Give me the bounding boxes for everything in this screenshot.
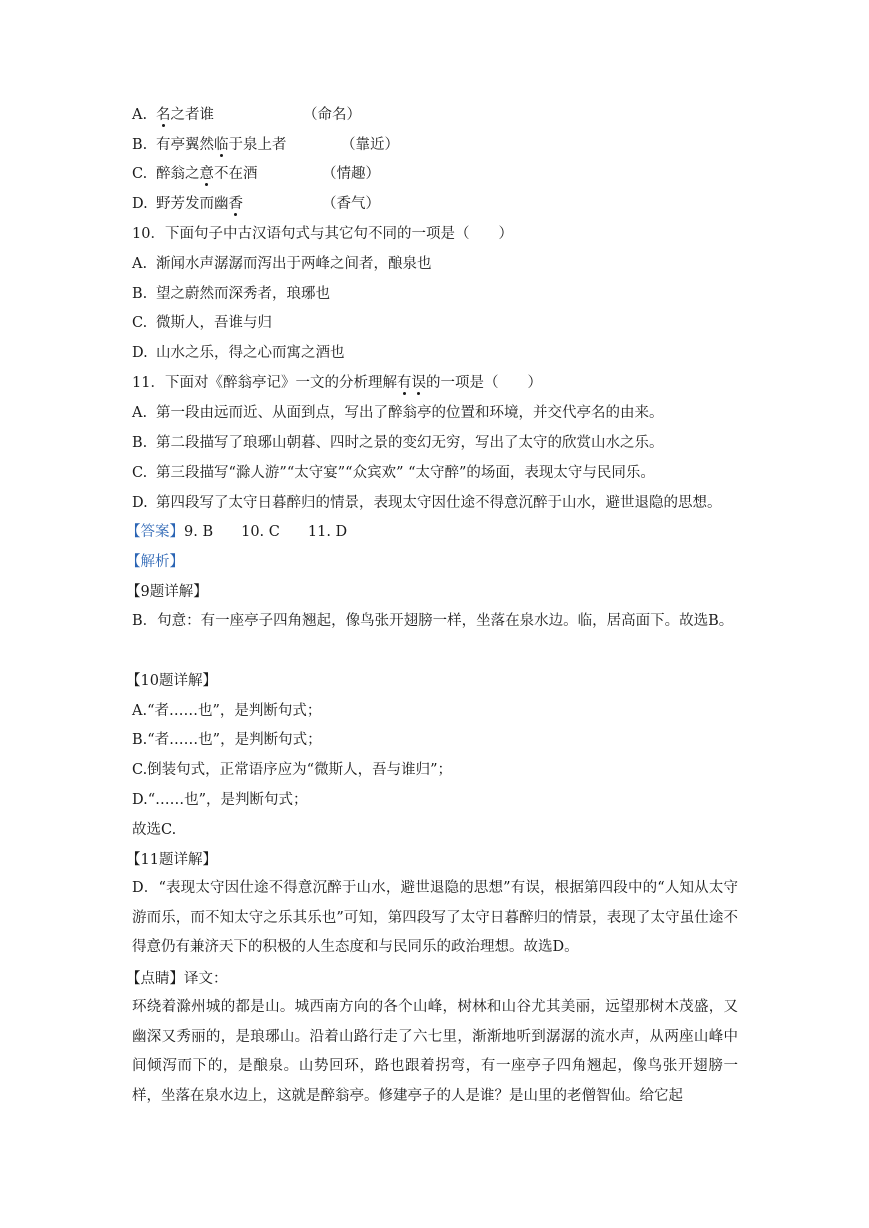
- q10-option-c: C. 微斯人，吾谁与归: [132, 315, 272, 331]
- emphasis-char: 意: [199, 166, 214, 182]
- q9-gloss-a: （命名）: [303, 107, 361, 123]
- q9-option-c: C. 醉翁之意不在酒: [132, 166, 258, 182]
- q9-gloss-c: （情趣）: [322, 166, 380, 182]
- q9-gloss-d: （香气）: [322, 196, 380, 212]
- emphasis-char: 名: [156, 107, 171, 123]
- emphasis-char: 香: [228, 196, 243, 212]
- emphasis-char: 临: [214, 137, 229, 153]
- q10-option-b: B. 望之蔚然而深秀者，琅琊也: [132, 286, 330, 302]
- detail-10-heading: 【10题详解】: [126, 673, 217, 689]
- detail-10-line: A.“者……也”，是判断句式；: [132, 703, 322, 719]
- dianjing-heading: 【点睛】译文：: [126, 971, 228, 987]
- analysis-tag: 【解析】: [126, 554, 184, 570]
- answer-item: 10. C: [241, 524, 280, 540]
- q9-option-a: A. 名之者谁: [132, 107, 214, 123]
- detail-11-heading: 【11题详解】: [126, 852, 217, 868]
- q9-option-d: D. 野芳发而幽香: [132, 196, 243, 212]
- answer-line: [126, 522, 347, 542]
- q9-option-b: B. 有亭翼然临于泉上者: [132, 137, 287, 153]
- answer-item: 11. D: [307, 524, 348, 540]
- answer-item: 9. B: [184, 524, 214, 540]
- emphasis-char: 误: [411, 375, 426, 391]
- q10-option-d: D. 山水之乐，得之心而寓之酒也: [132, 345, 345, 361]
- detail-9-text: B．句意：有一座亭子四角翘起，像鸟张开翅膀一样，坐落在泉水边。临，居高面下。故选B。: [132, 613, 734, 629]
- q11-stem: 11．下面对《醉翁亭记》一文的分析理解有误的一项是（ ）: [132, 375, 542, 391]
- option-label: D.: [132, 196, 148, 212]
- q10-stem: 10．下面句子中古汉语句式与其它句不同的一项是（ ）: [132, 226, 513, 242]
- q11-option-a: A. 第一段由远而近、从面到点，写出了醉翁亭的位置和环境，并交代亭名的由来。: [132, 405, 664, 421]
- detail-10-line: B.“者……也”，是判断句式；: [132, 732, 322, 748]
- detail-11-text: D．“表现太守因仕途不得意沉醉于山水，避世退隐的思想”有误，根据第四段中的“人知从太守游而乐，而不知太守之乐其乐也”可知，第四段写了太守日暮醉归的情景，表现了太守虽仕途不得意仍有兼济天下的积极的人生态度和与民同乐的政治理想。故选D。: [132, 880, 738, 956]
- option-label: B.: [132, 137, 148, 153]
- emphasis-char: 有: [396, 375, 412, 391]
- q11-option-d: D. 第四段写了太守日暮醉归的情景，表现太守因仕途不得意沉醉于山水，避世退隐的思想。: [132, 495, 722, 511]
- detail-9-heading: 【9题详解】: [126, 584, 208, 600]
- answer-tag: 【答案】: [126, 524, 184, 540]
- option-label: A.: [132, 107, 148, 123]
- q11-option-b: B. 第二段描写了琅琊山朝暮、四时之景的变幻无穷，写出了太守的欣赏山水之乐。: [132, 435, 664, 451]
- detail-10-line: C.倒装句式，正常语序应为“微斯人，吾与谁归”；: [132, 762, 453, 778]
- detail-10-line: D.“……也”，是判断句式；: [132, 792, 308, 808]
- q10-option-a: A. 渐闻水声潺潺而泻出于两峰之间者，酿泉也: [132, 256, 432, 272]
- q11-option-c: C. 第三段描写“滁人游”“太守宴”“众宾欢” “太守醉”的场面，表现太守与民同乐。: [132, 465, 655, 481]
- q9-gloss-b: （靠近）: [341, 137, 399, 153]
- detail-10-line: 故选C.: [132, 822, 177, 838]
- option-label: C.: [132, 166, 148, 182]
- dianjing-text: 环绕着滁州城的都是山。城西南方向的各个山峰，树林和山谷尤其美丽，远望那树木茂盛，又幽深又秀丽的，是琅琊山。沿着山路行走了六七里，渐渐地听到潺潺的流水声，从两座山峰中间倾泻而下的，是酿泉。山势回环，路也跟着拐弯，有一座亭子四角翘起，像鸟张开翅膀一样，坐落在泉水边上，这就是醉翁亭。修建亭子的人是谁？是山里的老僧智仙。给它起: [132, 999, 738, 1104]
